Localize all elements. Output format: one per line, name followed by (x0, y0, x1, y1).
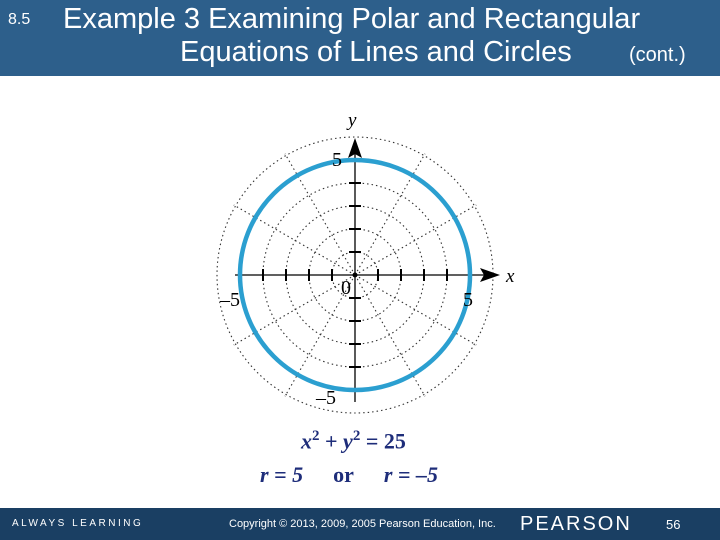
eq-x: x (301, 428, 312, 454)
x-tick-label-pos: 5 (463, 289, 473, 311)
polar-equation-b: r = –5 (383, 462, 438, 487)
eq-rhs: = 25 (360, 428, 406, 454)
grid-ray (234, 275, 355, 345)
y-axis-label: y (348, 110, 357, 131)
pearson-logo: PEARSON (520, 513, 632, 535)
origin-label: 0 (341, 277, 351, 299)
x-tick-label-neg: –5 (220, 289, 240, 311)
axes (235, 138, 500, 402)
y-tick-label-neg: –5 (316, 387, 336, 409)
slide-title-line-1: Example 3 Examining Polar and Rectangular (63, 3, 641, 35)
grid-ray (355, 275, 476, 345)
grid-ray (355, 275, 425, 396)
eq-plus: + (319, 428, 344, 454)
grid-ray (355, 154, 425, 275)
section-number: 8.5 (8, 11, 31, 28)
grid-ray (355, 205, 476, 275)
polar-equation-a: r = 5 (260, 462, 304, 487)
slide-title-line-2: Equations of Lines and Circles (180, 36, 572, 68)
slide-footer (0, 508, 720, 540)
eq-y-exponent: 2 (352, 428, 361, 444)
eq-x-exponent: 2 (312, 428, 320, 444)
polar-equations (260, 462, 438, 488)
grid-ray (234, 205, 355, 275)
origin-dot (353, 273, 358, 278)
y-tick-label-pos: 5 (332, 149, 342, 171)
copyright-text: Copyright © 2013, 2009, 2005 Pearson Education, Inc. (229, 518, 496, 530)
grid-ray (285, 154, 355, 275)
cartesian-equation (301, 428, 406, 454)
footer-tagline: ALWAYS LEARNING (12, 518, 144, 529)
continued-label: (cont.) (629, 44, 686, 66)
eq-y: y (343, 428, 353, 454)
page-number: 56 (666, 517, 681, 532)
x-axis-label: x (506, 266, 515, 287)
polar-or: or (333, 462, 354, 487)
